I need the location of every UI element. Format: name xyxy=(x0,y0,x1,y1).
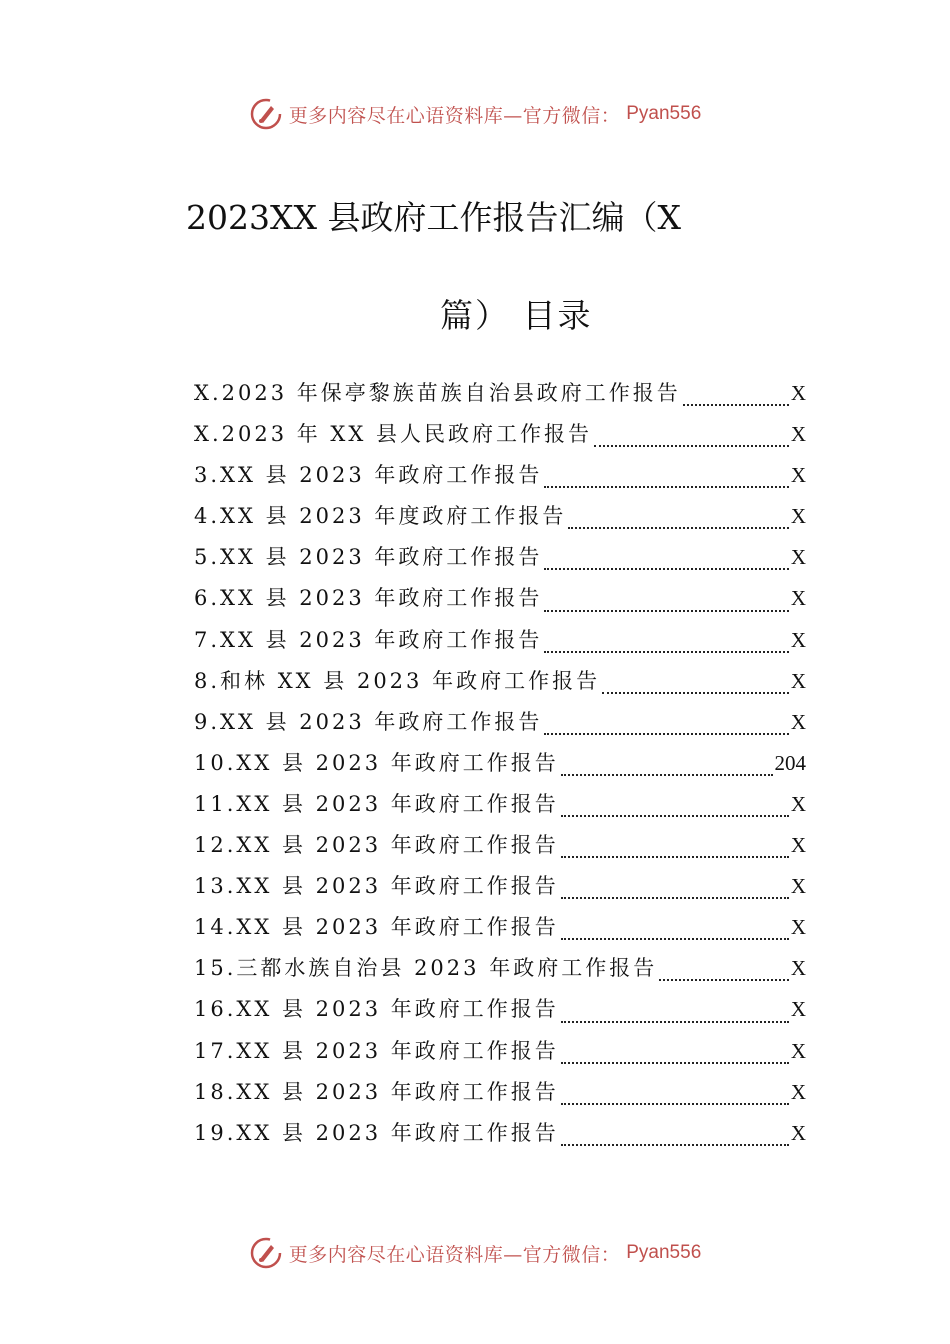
toc-entry[interactable] xyxy=(194,706,806,747)
toc-entry-label: 16.XX 县 2023 年政府工作报告 xyxy=(194,997,559,1022)
watermark-wechat-id: Pyan556 xyxy=(626,1242,702,1263)
toc-dot-leader xyxy=(544,610,788,612)
toc-entry-label: X.2023 年保亭黎族苗族自治县政府工作报告 xyxy=(194,381,681,405)
toc-entry[interactable] xyxy=(194,829,806,870)
toc-entry-page: X xyxy=(790,422,806,447)
toc-entry-page: X xyxy=(790,381,806,405)
toc-dot-leader xyxy=(561,1103,789,1105)
toc-entry-label: 10.XX 县 2023 年政府工作报告 xyxy=(194,750,559,775)
toc-entry[interactable] xyxy=(194,541,806,582)
toc-entry-label: 6.XX 县 2023 年政府工作报告 xyxy=(194,586,543,611)
toc-entry-page: X xyxy=(790,791,806,816)
toc-dot-leader xyxy=(561,1021,789,1023)
toc-entry-label: 14.XX 县 2023 年政府工作报告 xyxy=(194,915,559,940)
watermark-text: 更多内容尽在心语资料库—官方微信： xyxy=(288,104,621,127)
toc-entry-page: X xyxy=(790,874,806,899)
toc-entry[interactable] xyxy=(194,870,806,911)
toc-entry[interactable] xyxy=(194,377,806,418)
toc-entry-page: X xyxy=(790,833,806,858)
toc-entry-label: 7.XX 县 2023 年政府工作报告 xyxy=(194,627,543,652)
toc-entry-label: 11.XX 县 2023 年政府工作报告 xyxy=(194,791,559,816)
toc-dot-leader xyxy=(683,404,789,406)
toc-dot-leader xyxy=(594,445,789,447)
toc-dot-leader xyxy=(602,692,789,694)
toc-entry-page: X xyxy=(790,668,806,693)
toc-entry-page: X xyxy=(790,709,806,734)
toc-dot-leader xyxy=(544,568,788,570)
toc-entry-label: 3.XX 县 2023 年政府工作报告 xyxy=(194,463,543,488)
watermark-text: 更多内容尽在心语资料库—官方微信： xyxy=(288,1243,621,1266)
toc-entry[interactable] xyxy=(194,911,806,952)
toc-entry[interactable] xyxy=(194,582,806,623)
toc-dot-leader xyxy=(561,897,789,899)
toc-entry[interactable] xyxy=(194,459,806,500)
toc-entry[interactable] xyxy=(194,993,806,1034)
toc-entry[interactable] xyxy=(194,1076,806,1117)
toc-dot-leader xyxy=(561,938,789,940)
pen-nib-circle-icon xyxy=(249,1236,283,1270)
toc-entry-page: X xyxy=(790,504,806,529)
toc-entry-page: 204 xyxy=(774,750,806,775)
toc-entry-label: 18.XX 县 2023 年政府工作报告 xyxy=(194,1079,559,1104)
toc-dot-leader xyxy=(544,486,788,488)
toc-entry-label: 19.XX 县 2023 年政府工作报告 xyxy=(194,1120,559,1145)
toc-entry-label: 15.三都水族自治县 2023 年政府工作报告 xyxy=(194,956,658,981)
toc-entry-label: 8.和林 XX 县 2023 年政府工作报告 xyxy=(194,668,601,693)
toc-dot-leader xyxy=(561,856,789,858)
header-watermark xyxy=(0,94,950,134)
toc-entry-label: 12.XX 县 2023 年政府工作报告 xyxy=(194,833,559,858)
toc-entry-label: 13.XX 县 2023 年政府工作报告 xyxy=(194,874,559,899)
toc-entry-page: X xyxy=(790,586,806,611)
document-title-line1: 2023XX 县政府工作报告汇编（X xyxy=(186,198,681,237)
toc-entry-label: 5.XX 县 2023 年政府工作报告 xyxy=(194,545,543,570)
toc-dot-leader xyxy=(561,774,773,776)
toc-entry-page: X xyxy=(790,1038,806,1063)
toc-dot-leader xyxy=(659,979,789,981)
toc-entry-label: 17.XX 县 2023 年政府工作报告 xyxy=(194,1038,559,1063)
toc-entry-label: 4.XX 县 2023 年度政府工作报告 xyxy=(194,504,567,529)
toc-entry[interactable] xyxy=(194,788,806,829)
toc-entry-page: X xyxy=(790,545,806,570)
toc-entry[interactable] xyxy=(194,500,806,541)
document-title-line2: 篇） 目录 xyxy=(440,296,593,335)
toc-entry[interactable] xyxy=(194,624,806,665)
toc-entry-page: X xyxy=(790,627,806,652)
toc-entry[interactable] xyxy=(194,952,806,993)
toc-entry-label: X.2023 年 XX 县人民政府工作报告 xyxy=(194,422,592,447)
pen-nib-circle-icon xyxy=(249,97,283,131)
toc-entry[interactable] xyxy=(194,665,806,706)
toc-entry[interactable] xyxy=(194,418,806,459)
toc-entry-page: X xyxy=(790,915,806,940)
toc-entry-page: X xyxy=(790,956,806,981)
toc-entry[interactable] xyxy=(194,747,806,788)
toc-entry[interactable] xyxy=(194,1035,806,1076)
toc-entry-page: X xyxy=(790,997,806,1022)
toc-dot-leader xyxy=(544,651,788,653)
table-of-contents xyxy=(194,377,806,1158)
toc-entry-page: X xyxy=(790,1079,806,1104)
toc-dot-leader xyxy=(544,733,788,735)
toc-dot-leader xyxy=(561,1062,789,1064)
toc-entry-label: 9.XX 县 2023 年政府工作报告 xyxy=(194,709,543,734)
toc-dot-leader xyxy=(561,815,789,817)
toc-entry-page: X xyxy=(790,463,806,488)
watermark-wechat-id: Pyan556 xyxy=(626,103,702,124)
toc-dot-leader xyxy=(561,1144,789,1146)
toc-entry-page: X xyxy=(790,1120,806,1145)
footer-watermark xyxy=(0,1233,950,1273)
toc-dot-leader xyxy=(568,527,788,529)
toc-entry[interactable] xyxy=(194,1117,806,1158)
